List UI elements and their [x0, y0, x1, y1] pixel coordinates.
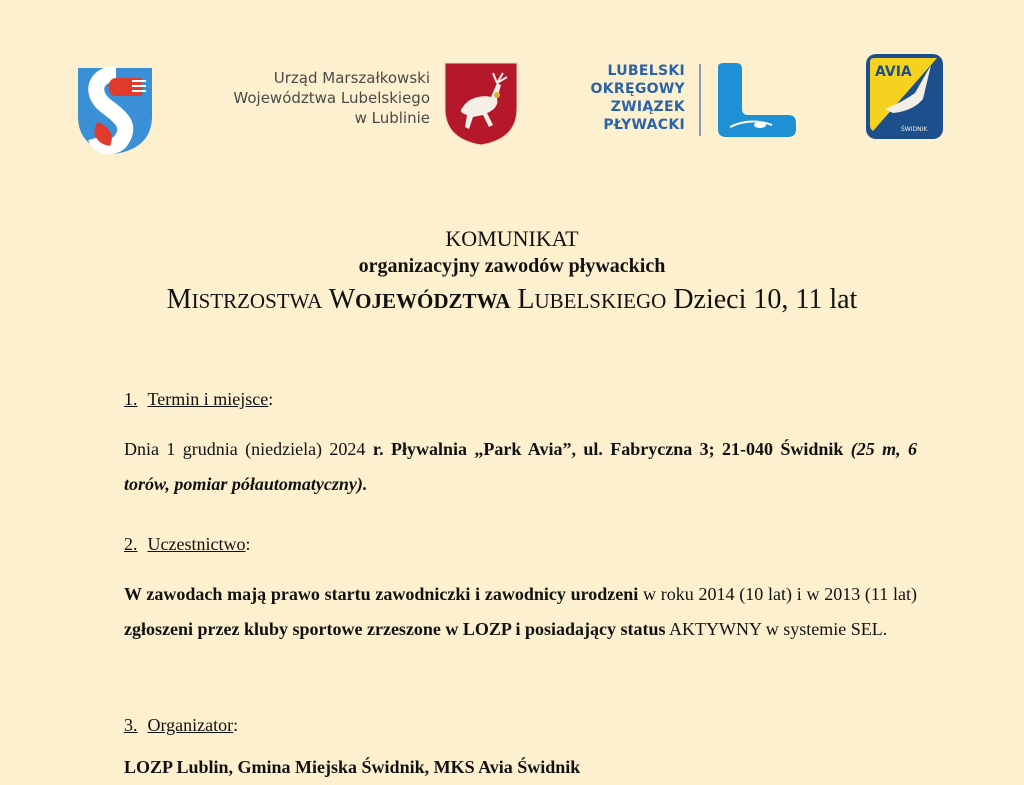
- event-title-part: L: [510, 284, 535, 315]
- lozp-line-3: ZWIĄZEK: [610, 99, 685, 115]
- section-title: Organizator: [147, 715, 234, 735]
- swidnik-crest-logo: [76, 66, 154, 156]
- document-subtitle: organizacyjny zawodów pływackich: [358, 255, 666, 277]
- umwl-line-2: Województwa Lubelskiego: [233, 89, 430, 107]
- event-title-part: OJEWÓDZTWA: [355, 289, 511, 313]
- section-2-body: [124, 577, 917, 647]
- lozp-divider: [699, 64, 701, 136]
- event-title-part: Dzieci 10, 11 lat: [666, 284, 858, 315]
- section-number: 1.: [124, 389, 138, 409]
- lubelskie-deer-crest-logo: [443, 61, 519, 147]
- lozp-logo-text: [580, 62, 685, 134]
- document-title: KOMUNIKAT: [445, 226, 579, 251]
- section-1-body: [124, 432, 917, 502]
- date-text: Dnia 1 grudnia (niedziela) 2024: [124, 439, 373, 459]
- event-title-part: M: [166, 284, 192, 315]
- lozp-line-4: PŁYWACKI: [603, 117, 685, 133]
- umwl-logo-text: [200, 68, 430, 128]
- pool-details-text: (25 m, 6 torów, pomiar półautomatyczny).: [124, 439, 918, 494]
- event-title: [0, 284, 1024, 316]
- avia-label: AVIA: [875, 64, 912, 80]
- lozp-line-2: OKRĘGOWY: [590, 81, 685, 97]
- eligibility-text: W zawodach mają prawo startu zawodniczki i zawodnicy urodzeni: [124, 584, 639, 604]
- avia-swidnik-logo: [865, 53, 944, 140]
- section-1-heading: 1. Termin i miejsce:: [124, 389, 274, 409]
- section-3-heading: 3. Organizator:: [124, 715, 239, 735]
- section-number: 2.: [124, 534, 138, 554]
- section-title: Termin i miejsce: [147, 389, 269, 409]
- section-title: Uczestnictwo: [147, 534, 246, 554]
- event-title-part: W: [322, 284, 356, 315]
- umwl-line-3: w Lublinie: [354, 109, 430, 127]
- section-number: 3.: [124, 715, 138, 735]
- swidnik-label: ŚWIDNIK: [901, 126, 928, 133]
- venue-text: r. Pływalnia „Park Avia”, ul. Fabryczna 3; 21-040 Świdnik: [372, 439, 844, 459]
- event-title-part: ISTRZOSTWA: [191, 289, 323, 313]
- lozp-swimmer-icon: [716, 63, 798, 138]
- birth-years-text: w roku 2014 (10 lat) i w 2013 (11 lat): [638, 584, 917, 604]
- umwl-line-1: Urząd Marszałkowski: [273, 69, 430, 87]
- lozp-line-1: LUBELSKI: [607, 63, 685, 79]
- club-requirement-text: zgłoszeni przez kluby sportowe zrzeszone w LOZP i posiadający status: [124, 619, 666, 639]
- status-text: AKTYWNY w systemie SEL.: [665, 619, 888, 639]
- event-title-part: UBELSKIEGO: [534, 289, 667, 313]
- organizer-text: LOZP Lublin, Gmina Miejska Świdnik, MKS Avia Świdnik: [124, 757, 581, 777]
- section-2-heading: 2. Uczestnictwo:: [124, 534, 251, 554]
